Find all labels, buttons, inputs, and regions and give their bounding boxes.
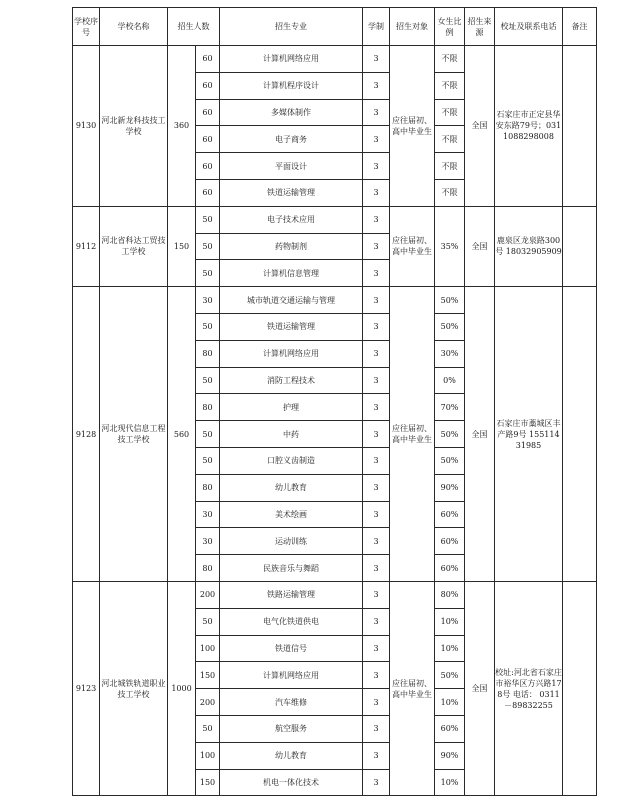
female-ratio: 35% [435,206,465,286]
major-name: 中药 [220,421,363,448]
major-count: 60 [196,179,220,206]
female-ratio: 60% [435,528,465,555]
school-id: 9128 [73,287,100,582]
major-count: 100 [196,742,220,769]
major-years: 3 [363,555,390,582]
major-name: 护理 [220,394,363,421]
header-target: 招生对象 [390,8,435,46]
school-name: 河北省科达工贸技工学校 [100,206,168,286]
female-ratio: 不限 [435,99,465,126]
school-total: 360 [168,46,196,207]
female-ratio: 不限 [435,126,465,153]
major-count: 80 [196,394,220,421]
school-target: 应往届初、高中毕业生 [390,581,435,795]
major-count: 50 [196,367,220,394]
major-count: 100 [196,635,220,662]
female-ratio: 50% [435,313,465,340]
major-name: 电气化铁道供电 [220,608,363,635]
major-years: 3 [363,233,390,260]
major-count: 50 [196,206,220,233]
school-total: 150 [168,206,196,286]
major-count: 60 [196,126,220,153]
major-name: 计算机信息管理 [220,260,363,287]
school-id: 9123 [73,581,100,795]
school-source: 全国 [465,581,495,795]
school-address: 石家庄市正定县华安东路79号；0311088298008 [495,46,563,207]
major-years: 3 [363,126,390,153]
school-target: 应往届初、高中毕业生 [390,46,435,207]
major-count: 30 [196,528,220,555]
major-name: 铁路运输管理 [220,581,363,608]
header-years: 学制 [363,8,390,46]
major-count: 60 [196,99,220,126]
header-major: 招生专业 [220,8,363,46]
school-target: 应往届初、高中毕业生 [390,287,435,582]
school-note [563,287,597,582]
major-years: 3 [363,46,390,73]
major-count: 50 [196,715,220,742]
major-years: 3 [363,99,390,126]
major-count: 30 [196,287,220,314]
table-row [73,287,597,314]
school-source: 全国 [465,206,495,286]
major-count: 50 [196,421,220,448]
major-count: 50 [196,260,220,287]
major-years: 3 [363,635,390,662]
female-ratio: 10% [435,635,465,662]
school-source: 全国 [465,287,495,582]
school-address: 石家庄市藁城区丰产路9号 15511431985 [495,287,563,582]
major-count: 60 [196,46,220,73]
female-ratio: 80% [435,581,465,608]
major-years: 3 [363,260,390,287]
school-name: 河北城铁轨道职业技工学校 [100,581,168,795]
major-years: 3 [363,447,390,474]
school-note [563,46,597,207]
major-name: 口腔义齿制造 [220,447,363,474]
major-years: 3 [363,153,390,180]
female-ratio: 10% [435,769,465,796]
major-name: 汽车维修 [220,689,363,716]
major-years: 3 [363,72,390,99]
female-ratio: 0% [435,367,465,394]
school-note [563,581,597,795]
major-name: 电子技术应用 [220,206,363,233]
major-name: 多媒体制作 [220,99,363,126]
major-years: 3 [363,608,390,635]
major-count: 150 [196,662,220,689]
major-count: 60 [196,72,220,99]
school-id: 9130 [73,46,100,207]
major-years: 3 [363,313,390,340]
table-row [73,206,597,233]
table-row [73,581,597,608]
female-ratio: 10% [435,608,465,635]
header-school-name: 学校名称 [100,8,168,46]
female-ratio: 不限 [435,153,465,180]
major-name: 铁道运输管理 [220,313,363,340]
female-ratio: 70% [435,394,465,421]
female-ratio: 60% [435,555,465,582]
female-ratio: 不限 [435,46,465,73]
major-years: 3 [363,689,390,716]
header-enrollment: 招生人数 [168,8,220,46]
header-row [73,8,597,46]
female-ratio: 10% [435,689,465,716]
major-name: 机电一体化技术 [220,769,363,796]
female-ratio: 90% [435,474,465,501]
major-name: 民族音乐与舞蹈 [220,555,363,582]
major-count: 150 [196,769,220,796]
major-years: 3 [363,367,390,394]
major-count: 60 [196,153,220,180]
school-name: 河北现代信息工程技工学校 [100,287,168,582]
female-ratio: 不限 [435,179,465,206]
major-years: 3 [363,340,390,367]
major-name: 计算机网络应用 [220,662,363,689]
major-name: 铁道信号 [220,635,363,662]
table-row [73,46,597,73]
major-name: 幼儿教育 [220,742,363,769]
major-years: 3 [363,528,390,555]
female-ratio: 30% [435,340,465,367]
school-source: 全国 [465,46,495,207]
enrollment-table [72,7,597,796]
major-count: 80 [196,474,220,501]
header-school-id: 学校序号 [73,8,100,46]
major-name: 城市轨道交通运输与管理 [220,287,363,314]
major-count: 30 [196,501,220,528]
female-ratio: 50% [435,287,465,314]
female-ratio: 不限 [435,72,465,99]
major-years: 3 [363,287,390,314]
female-ratio: 60% [435,501,465,528]
school-total: 1000 [168,581,196,795]
header-source: 招生来源 [465,8,495,46]
major-years: 3 [363,394,390,421]
major-name: 航空服务 [220,715,363,742]
female-ratio: 90% [435,742,465,769]
major-count: 200 [196,689,220,716]
female-ratio: 50% [435,662,465,689]
female-ratio: 50% [435,447,465,474]
major-years: 3 [363,206,390,233]
major-count: 50 [196,233,220,260]
major-name: 幼儿教育 [220,474,363,501]
major-count: 80 [196,340,220,367]
school-target: 应往届初、高中毕业生 [390,206,435,286]
major-name: 电子商务 [220,126,363,153]
header-note: 备注 [563,8,597,46]
major-count: 80 [196,555,220,582]
school-address: 校址:河北省石家庄市裕华区方兴路178号 电话： 0311－89832255 [495,581,563,795]
major-name: 美术绘画 [220,501,363,528]
major-name: 消防工程技术 [220,367,363,394]
female-ratio: 60% [435,715,465,742]
major-name: 药物制剂 [220,233,363,260]
school-total: 560 [168,287,196,582]
major-name: 计算机网络应用 [220,46,363,73]
major-years: 3 [363,662,390,689]
school-name: 河北新龙科技技工学校 [100,46,168,207]
major-count: 50 [196,313,220,340]
major-years: 3 [363,421,390,448]
major-years: 3 [363,715,390,742]
major-years: 3 [363,179,390,206]
header-female-ratio: 女生比例 [435,8,465,46]
major-name: 计算机程序设计 [220,72,363,99]
school-id: 9112 [73,206,100,286]
major-years: 3 [363,501,390,528]
school-address: 鹿泉区龙泉路300号 18032905909 [495,206,563,286]
major-count: 200 [196,581,220,608]
major-name: 铁道运输管理 [220,179,363,206]
school-note [563,206,597,286]
header-address: 校址及联系电话 [495,8,563,46]
major-count: 50 [196,447,220,474]
major-count: 50 [196,608,220,635]
major-years: 3 [363,742,390,769]
major-name: 计算机网络应用 [220,340,363,367]
major-years: 3 [363,769,390,796]
major-name: 平面设计 [220,153,363,180]
major-years: 3 [363,474,390,501]
major-name: 运动训练 [220,528,363,555]
major-years: 3 [363,581,390,608]
female-ratio: 50% [435,421,465,448]
